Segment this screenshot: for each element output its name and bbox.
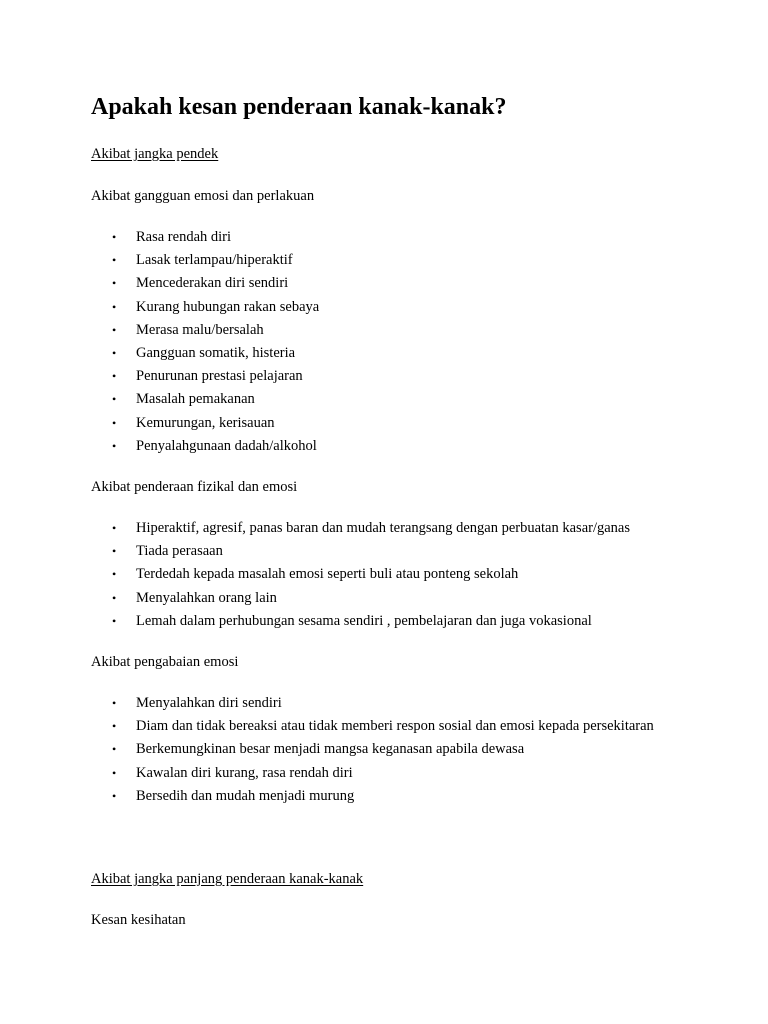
list-item-text: Menyalahkan diri sendiri: [136, 695, 282, 711]
bullet-icon: •: [112, 742, 117, 757]
list-item-text: Kurang hubungan rakan sebaya: [136, 298, 320, 315]
bullet-icon: •: [112, 253, 117, 268]
list-item-text: Menyalahkan orang lain: [136, 589, 277, 606]
list-item-text: Lasak terlampau/hiperaktif: [136, 252, 293, 269]
bullet-icon: •: [112, 696, 117, 710]
list-item-text: Masalah pemakanan: [136, 391, 255, 408]
bullet-icon: •: [112, 438, 117, 453]
bullet-icon: •: [112, 590, 117, 605]
bullet-icon: •: [112, 788, 117, 803]
list-item-text: Kawalan diri kurang, rasa rendah diri: [136, 764, 353, 781]
list-item-text: Terdedah kepada masalah emosi seperti buli atau ponteng sekolah: [136, 566, 519, 583]
bullet-icon: •: [112, 544, 117, 559]
list-item-text: Penurunan prestasi pelajaran: [136, 368, 303, 385]
list-item-text: Kemurungan, kerisauan: [136, 414, 275, 431]
document-title: Apakah kesan penderaan kanak-kanak?: [91, 94, 507, 120]
list-item-text: Bersedih dan mudah menjadi murung: [136, 787, 355, 804]
list-item-text: Penyalahgunaan dadah/alkohol: [136, 437, 317, 454]
section2-heading: Akibat penderaan fizikal dan emosi: [91, 479, 298, 495]
list-item-text: Tiada perasaan: [136, 543, 223, 560]
list-item-text: Rasa rendah diri: [136, 229, 232, 245]
section1-heading: Akibat gangguan emosi dan perlakuan: [91, 188, 315, 204]
bullet-icon: •: [112, 299, 117, 314]
bullet-icon: •: [112, 276, 117, 291]
list-item-text: Hiperaktif, agresif, panas baran dan mudah terangsang dengan perbuatan kasar/ganas: [136, 520, 631, 536]
list-item-text: Gangguan somatik, histeria: [136, 344, 296, 361]
bullet-icon: •: [112, 392, 117, 407]
bullet-icon: •: [112, 369, 117, 384]
bullet-icon: •: [112, 765, 117, 780]
bullet-icon: •: [112, 322, 117, 337]
bullet-icon: •: [112, 521, 117, 535]
bullet-icon: •: [112, 567, 117, 582]
bullet-icon: •: [112, 719, 117, 734]
list-item-text: Mencederakan diri sendiri: [136, 275, 289, 292]
list-item-text: Lemah dalam perhubungan sesama sendiri , pembelajaran dan juga vokasional: [136, 612, 592, 629]
bullet-icon: •: [112, 230, 117, 244]
list-item-text: Merasa malu/bersalah: [136, 321, 264, 338]
bullet-icon: •: [112, 415, 117, 430]
list-item-text: Diam dan tidak bereaksi atau tidak memberi respon sosial dan emosi kepada persekitaran: [136, 718, 654, 735]
bullet-icon: •: [112, 613, 117, 628]
bullet-icon: •: [112, 345, 117, 360]
health-heading: Kesan kesihatan: [91, 912, 186, 928]
long-term-heading: Akibat jangka panjang penderaan kanak-kanak: [91, 871, 364, 887]
section3-heading: Akibat pengabaian emosi: [91, 654, 239, 670]
list-item-text: Berkemungkinan besar menjadi mangsa keganasan apabila dewasa: [136, 741, 525, 758]
short-term-heading: Akibat jangka pendek: [91, 146, 219, 162]
